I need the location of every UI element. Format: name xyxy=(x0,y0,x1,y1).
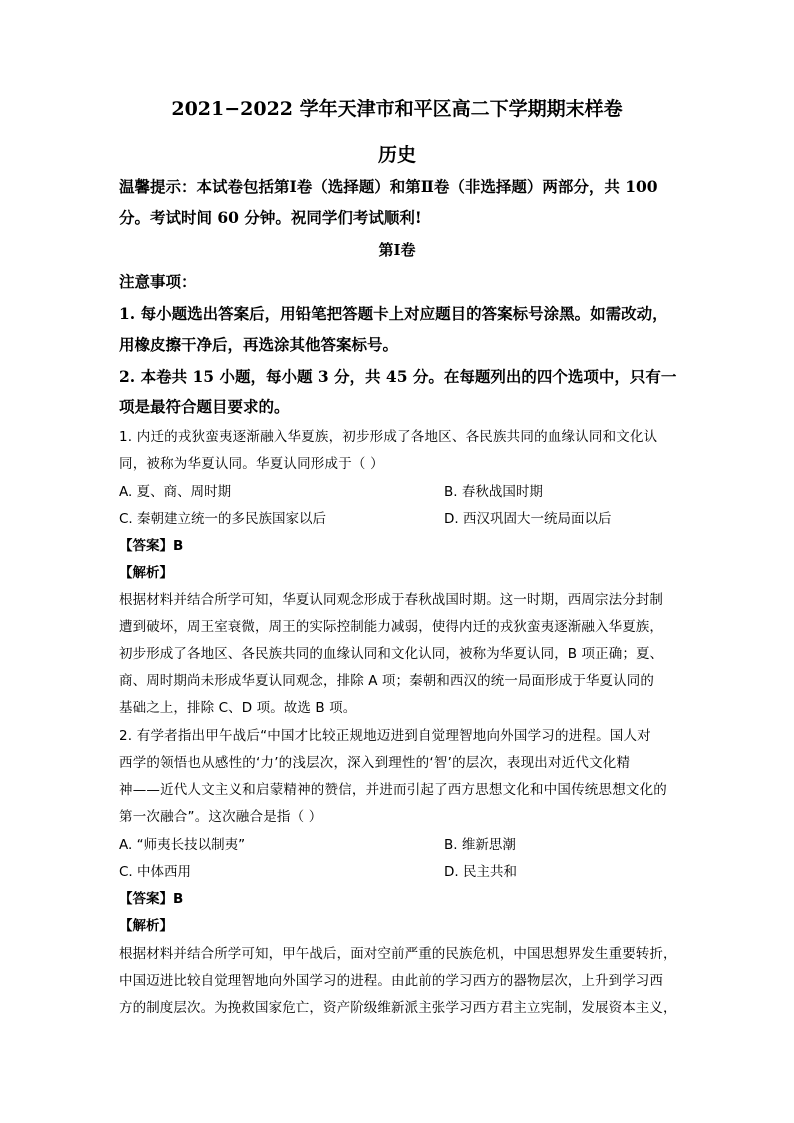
question-1-option-c: C. 秦朝建立统一的多民族国家以后 xyxy=(119,511,327,527)
question-1-analysis-line-1: 根据材料并结合所学可知，华夏认同观念形成于春秋战国时期。这一时期，西周宗法分封制 xyxy=(119,592,663,608)
notice-line-1: 温馨提示：本试卷包括第Ⅰ卷（选择题）和第Ⅱ卷（非选择题）两部分，共 100 xyxy=(119,177,658,196)
instruction-1-line-1: 1. 每小题选出答案后，用铅笔把答题卡上对应题目的答案标号涂黑。如需改动， xyxy=(119,304,668,323)
question-1-option-d: D. 西汉巩固大一统局面以后 xyxy=(444,511,612,527)
notice-line-2: 分。考试时间 60 分钟。祝同学们考试顺利! xyxy=(119,208,422,227)
question-1-analysis-line-3: 初步形成了各地区、各民族共同的血缘认同和文化认同，被称为华夏认同，B 项正确；夏、 xyxy=(119,646,664,662)
instruction-2-line-2: 项是最符合题目要求的。 xyxy=(119,397,290,416)
question-1-analysis-line-2: 遭到破坏，周王室衰微，周王的实际控制能力减弱，使得内迁的戎狄蛮夷逐渐融入华夏族， xyxy=(119,619,663,635)
question-2-option-b: B. 维新思潮 xyxy=(444,837,516,853)
question-1-answer: 【答案】B xyxy=(119,538,184,554)
question-2-stem-line-3: 神——近代人文主义和启蒙精神的赞信，并进而引起了西方思想文化和中国传统思想文化的 xyxy=(119,782,667,798)
question-1-analysis-label: 【解析】 xyxy=(119,565,173,581)
question-2-stem-line-2: 西学的领悟也从感性的‘力’的浅层次，深入到理性的‘智’的层次，表现出对近代文化精 xyxy=(119,755,631,771)
question-1-option-a: A. 夏、商、周时期 xyxy=(119,484,232,500)
instructions-heading: 注意事项： xyxy=(119,272,197,291)
question-2-answer: 【答案】B xyxy=(119,891,184,907)
question-1-option-b: B. 春秋战国时期 xyxy=(444,484,543,500)
subject-title: 历史 xyxy=(377,144,416,166)
question-1-stem-line-2: 同，被称为华夏认同。华夏认同形成于（ ） xyxy=(119,456,384,472)
question-1-analysis-line-5: 基础之上，排除 C、D 项。故选 B 项。 xyxy=(119,700,357,716)
question-2-option-d: D. 民主共和 xyxy=(444,864,517,880)
page-title: 2021−2022 学年天津市和平区高二下学期期末样卷 xyxy=(171,98,623,120)
question-1-stem-line-1: 1. 内迁的戎狄蛮夷逐渐融入华夏族，初步形成了各地区、各民族共同的血缘认同和文化认 xyxy=(119,429,658,445)
instruction-1-line-2: 用橡皮擦干净后，再选涂其他答案标号。 xyxy=(119,335,399,354)
question-2-stem-line-4: 第一次融合”。这次融合是指（ ） xyxy=(119,809,323,825)
question-2-analysis-line-2: 中国迈进比较自觉理智地向外国学习的进程。由此前的学习西方的器物层次，上升到学习西 xyxy=(119,973,663,989)
question-2-stem-line-1: 2. 有学者指出甲午战后“中国才比较正规地迈进到自觉理智地向外国学习的进程。国人对 xyxy=(119,728,651,744)
question-1-analysis-line-4: 商、周时期尚未形成华夏认同观念，排除 A 项；秦朝和西汉的统一局面形成于华夏认同的 xyxy=(119,673,654,689)
section-title: 第Ⅰ卷 xyxy=(378,241,416,259)
question-2-analysis-line-3: 方的制度层次。为挽救国家危亡，资产阶级维新派主张学习西方君主立宪制，发展资本主义， xyxy=(119,1000,677,1016)
question-2-analysis-label: 【解析】 xyxy=(119,918,173,934)
instruction-2-line-1: 2. 本卷共 15 小题，每小题 3 分，共 45 分。在每题列出的四个选项中，只有一 xyxy=(119,367,677,386)
question-2-option-c: C. 中体西用 xyxy=(119,864,192,880)
question-2-analysis-line-1: 根据材料并结合所学可知，甲午战后，面对空前严重的民族危机，中国思想界发生重要转折， xyxy=(119,946,677,962)
question-2-option-a: A. “师夷长技以制夷” xyxy=(119,837,246,853)
